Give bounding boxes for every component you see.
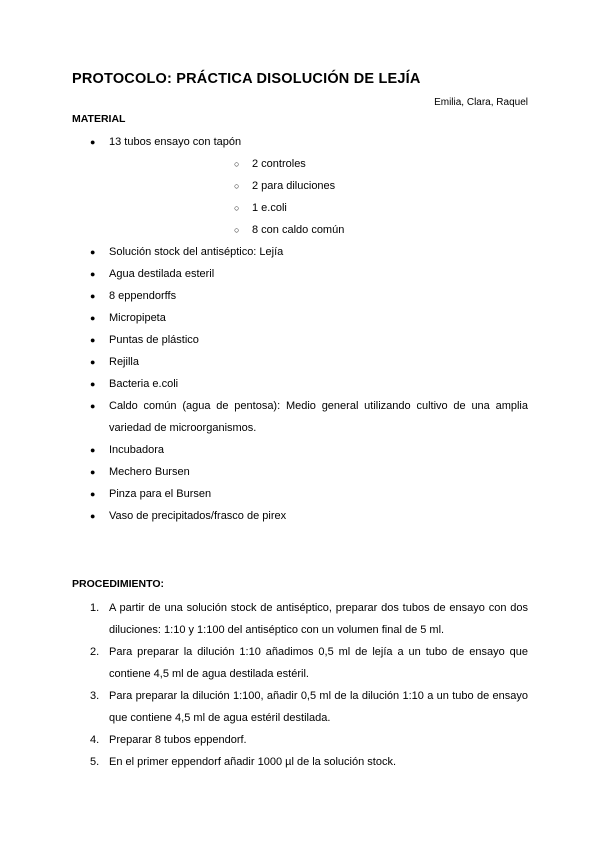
step-text: A partir de una solución stock de antiséptico, preparar dos tubos de ensayo con dos diluciones: 1:10 y 1:100 del antiséptico con un volumen final de 5 ml. bbox=[109, 602, 528, 636]
bullet-icon: ● bbox=[90, 489, 96, 499]
procedimiento-heading: PROCEDIMIENTO: bbox=[72, 578, 164, 590]
list-item bbox=[0, 329, 528, 351]
step-text: Preparar 8 tubos eppendorf. bbox=[109, 734, 247, 746]
sublist-item bbox=[109, 197, 528, 219]
page-title: PROTOCOLO: PRÁCTICA DISOLUCIÓN DE LEJÍA bbox=[72, 71, 421, 87]
bullet-icon: ● bbox=[90, 467, 96, 477]
procedure-step bbox=[0, 641, 528, 685]
list-item-text: Incubadora bbox=[109, 444, 165, 456]
list-item bbox=[0, 351, 528, 373]
procedure-step bbox=[0, 751, 528, 773]
list-item-text: Puntas de plástico bbox=[109, 334, 199, 346]
sublist-item-text: 1 e.coli bbox=[252, 202, 287, 214]
list-item bbox=[0, 505, 528, 527]
step-text: En el primer eppendorf añadir 1000 µl de la solución stock. bbox=[109, 756, 397, 768]
step-number: 4. bbox=[90, 734, 100, 746]
list-item-text: Bacteria e.coli bbox=[109, 378, 179, 390]
sublist bbox=[109, 153, 528, 241]
sublist-item bbox=[109, 153, 528, 175]
step-text: Para preparar la dilución 1:10 añadimos 0,5 ml de lejía a un tubo de ensayo que contiene 4,5 ml de agua destilada estéril. bbox=[109, 646, 528, 680]
step-number: 5. bbox=[90, 756, 100, 768]
sublist-item bbox=[109, 219, 528, 241]
list-item-text: Caldo común (agua de pentosa): Medio general utilizando cultivo de una amplia variedad de microorganismos. bbox=[109, 400, 528, 434]
bullet-icon: ● bbox=[90, 269, 96, 279]
hollow-bullet-icon: ○ bbox=[234, 181, 240, 191]
bullet-icon: ● bbox=[90, 247, 96, 257]
list-item bbox=[0, 373, 528, 395]
procedure-steps bbox=[0, 597, 600, 773]
bullet-icon: ● bbox=[90, 137, 96, 147]
step-number: 3. bbox=[90, 690, 100, 702]
list-item-text: Solución stock del antiséptico: Lejía bbox=[109, 246, 284, 258]
procedure-step bbox=[0, 597, 528, 641]
list-item bbox=[0, 395, 528, 439]
sublist-item bbox=[109, 175, 528, 197]
step-number: 1. bbox=[90, 602, 100, 614]
list-item-text: Vaso de precipitados/frasco de pirex bbox=[109, 510, 287, 522]
sublist-item-text: 2 controles bbox=[252, 158, 306, 170]
list-item-text: 13 tubos ensayo con tapón bbox=[109, 136, 242, 148]
list-item bbox=[0, 307, 528, 329]
bullet-icon: ● bbox=[90, 357, 96, 367]
list-item-text: Agua destilada esteril bbox=[109, 268, 215, 280]
hollow-bullet-icon: ○ bbox=[234, 203, 240, 213]
list-item bbox=[0, 483, 528, 505]
list-item bbox=[0, 285, 528, 307]
list-item-text: Mechero Bursen bbox=[109, 466, 190, 478]
bullet-icon: ● bbox=[90, 291, 96, 301]
list-item-text: Rejilla bbox=[109, 356, 139, 368]
bullet-icon: ● bbox=[90, 335, 96, 345]
authors: Emilia, Clara, Raquel bbox=[434, 97, 528, 108]
bullet-icon: ● bbox=[90, 313, 96, 323]
list-item-text: Pinza para el Bursen bbox=[109, 488, 212, 500]
step-number: 2. bbox=[90, 646, 100, 658]
bullet-icon: ● bbox=[90, 511, 96, 521]
bullet-icon: ● bbox=[90, 445, 96, 455]
sublist-item-text: 8 con caldo común bbox=[252, 224, 345, 236]
bullet-icon: ● bbox=[90, 401, 96, 411]
list-item-text: 8 eppendorffs bbox=[109, 290, 177, 302]
step-text: Para preparar la dilución 1:100, añadir 0,5 ml de la dilución 1:10 a un tubo de ensayo que contiene 4,5 ml de agua estéril destilada. bbox=[109, 690, 528, 724]
sublist-item-text: 2 para diluciones bbox=[252, 180, 336, 192]
list-item bbox=[0, 439, 528, 461]
bullet-icon: ● bbox=[90, 379, 96, 389]
list-item bbox=[0, 131, 528, 241]
list-item bbox=[0, 241, 528, 263]
hollow-bullet-icon: ○ bbox=[234, 159, 240, 169]
list-item bbox=[0, 461, 528, 483]
procedure-step bbox=[0, 729, 528, 751]
material-list bbox=[0, 131, 600, 527]
list-item bbox=[0, 263, 528, 285]
material-heading: MATERIAL bbox=[72, 113, 126, 125]
hollow-bullet-icon: ○ bbox=[234, 225, 240, 235]
list-item-text: Micropipeta bbox=[109, 312, 166, 324]
procedure-step bbox=[0, 685, 528, 729]
